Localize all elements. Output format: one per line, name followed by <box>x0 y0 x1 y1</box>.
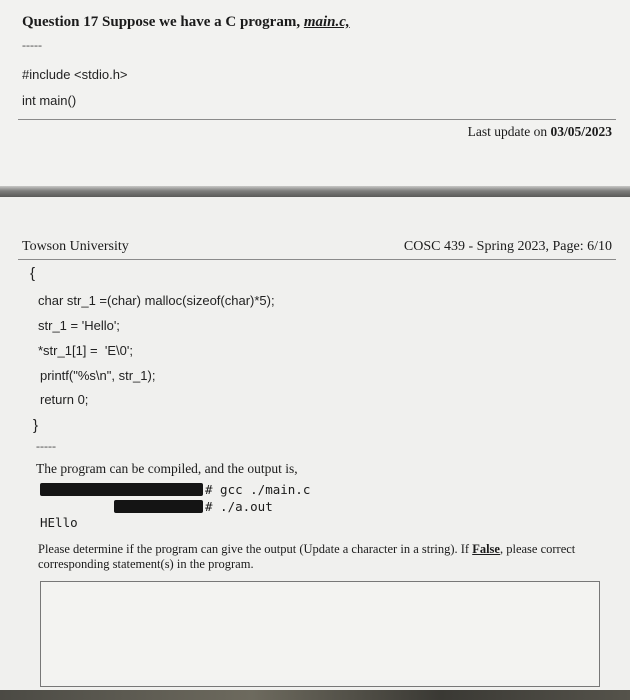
code-line-assign: str_1 = 'Hello'; <box>38 318 120 333</box>
separator-dashes-2: ----- <box>36 439 56 453</box>
code-brace-close: } <box>33 417 39 434</box>
answer-textbox[interactable] <box>40 581 600 687</box>
header-university: Towson University <box>22 239 129 254</box>
redaction-bar <box>40 483 203 496</box>
header-course-page: COSC 439 - Spring 2023, Page: 6/10 <box>403 239 612 254</box>
terminal-compile-command: # gcc ./main.c <box>205 482 311 497</box>
code-line-printf: printf("%s\n", str_1); <box>40 368 156 383</box>
separator-dashes: ----- <box>22 38 42 52</box>
page-break-band <box>0 186 630 197</box>
footer-rule <box>18 119 616 120</box>
header-rule <box>18 259 616 260</box>
terminal-output: HEllo <box>40 515 78 530</box>
question-prompt: Please determine if the program can give the output (Update a character in a string). If False, please correct corresponding statement(s) in the program. <box>38 542 576 571</box>
question-title: Question 17 Suppose we have a C program, main.c, <box>22 14 350 30</box>
false-keyword: False <box>472 542 500 556</box>
desk-edge <box>0 690 630 700</box>
code-main-line: int main() <box>22 93 77 108</box>
last-update-date: 03/05/2023 <box>550 124 612 139</box>
terminal-run-command: # ./a.out <box>205 499 273 514</box>
code-brace-open: { <box>30 265 36 282</box>
output-intro: The program can be compiled, and the output is, <box>36 461 298 476</box>
last-update: Last update on 03/05/2023 <box>467 124 612 139</box>
redaction-bar <box>114 500 203 513</box>
code-line-return: return 0; <box>40 392 89 407</box>
code-include-line: #include <stdio.h> <box>22 67 128 82</box>
code-line-malloc: char str_1 =(char) malloc(sizeof(char)*5); <box>38 293 275 308</box>
code-line-update: *str_1[1] = 'E\0'; <box>38 343 133 358</box>
file-name: main.c, <box>303 14 350 30</box>
